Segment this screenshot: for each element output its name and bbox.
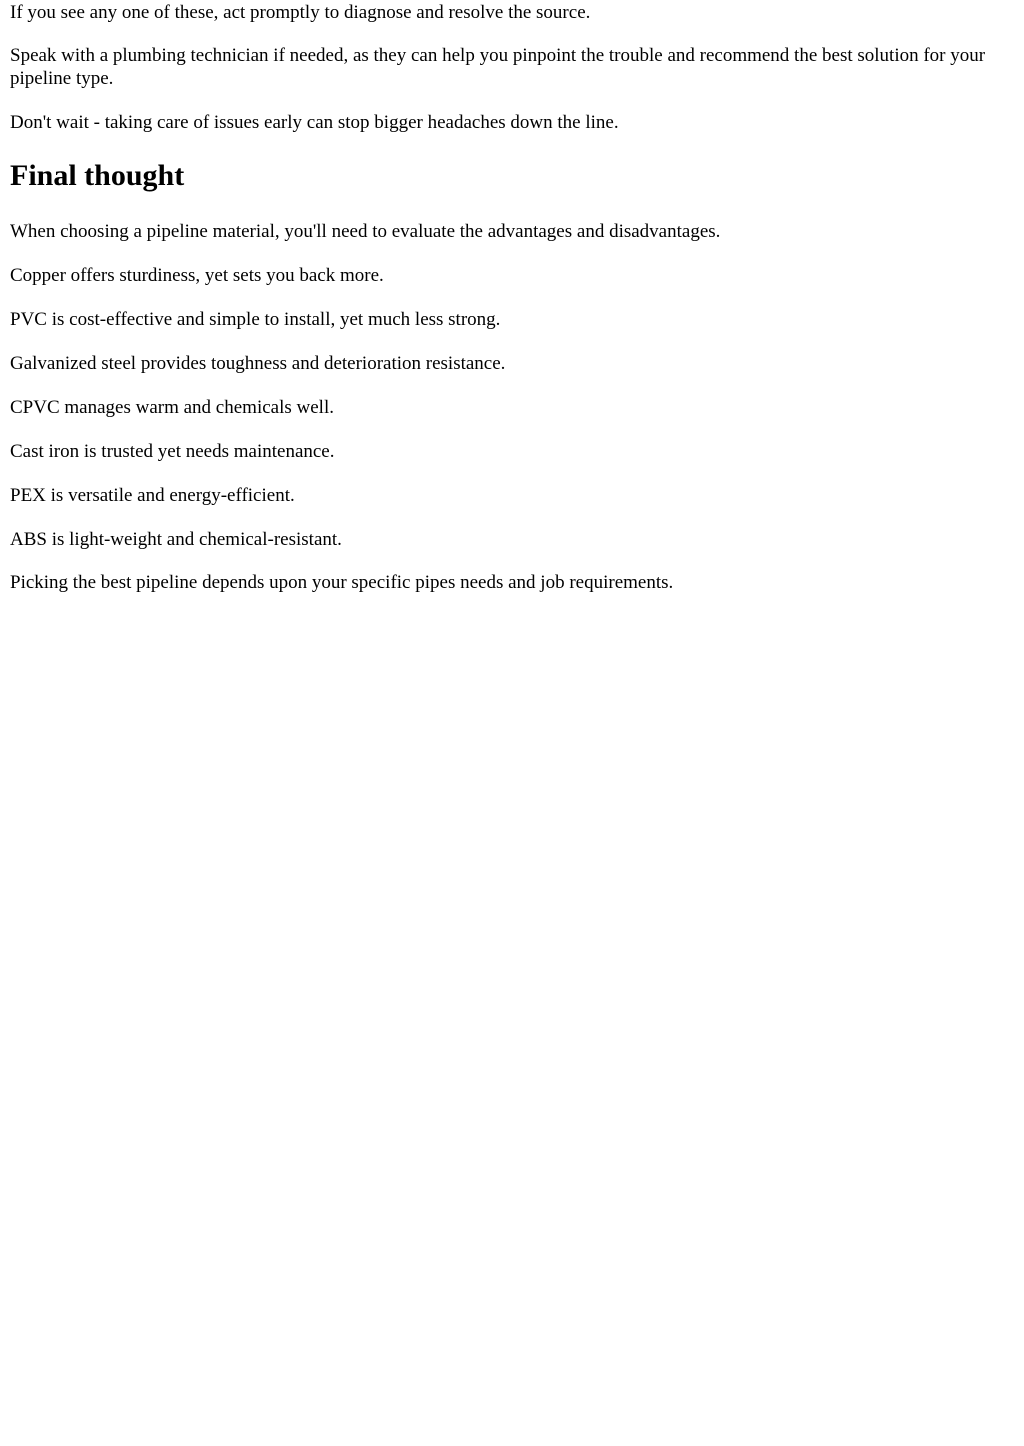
paragraph-cpvc: CPVC manages warm and chemicals well. [10, 397, 334, 418]
paragraph-copper: Copper offers sturdiness, yet sets you back more. [10, 265, 384, 286]
paragraph-act-promptly: If you see any one of these, act promptly to diagnose and resolve the source. [10, 2, 591, 23]
paragraph-cast-iron: Cast iron is trusted yet needs maintenance. [10, 441, 335, 462]
paragraph-pex: PEX is versatile and energy-efficient. [10, 485, 295, 506]
paragraph-choosing-material: When choosing a pipeline material, you'll need to evaluate the advantages and disadvantages. [10, 221, 721, 242]
paragraph-pvc: PVC is cost-effective and simple to install, yet much less strong. [10, 309, 501, 330]
paragraph-abs: ABS is light-weight and chemical-resistant. [10, 529, 342, 550]
paragraph-galvanized-steel: Galvanized steel provides toughness and deterioration resistance. [10, 353, 506, 374]
paragraph-dont-wait: Don't wait - taking care of issues early can stop bigger headaches down the line. [10, 112, 619, 133]
paragraph-picking-best: Picking the best pipeline depends upon your specific pipes needs and job requirements. [10, 572, 674, 593]
section-heading-final-thought: Final thought [10, 159, 185, 192]
paragraph-plumbing-technician: Speak with a plumbing technician if needed, as they can help you pinpoint the trouble and recommend the best solution for your pipeline type. [10, 45, 986, 89]
